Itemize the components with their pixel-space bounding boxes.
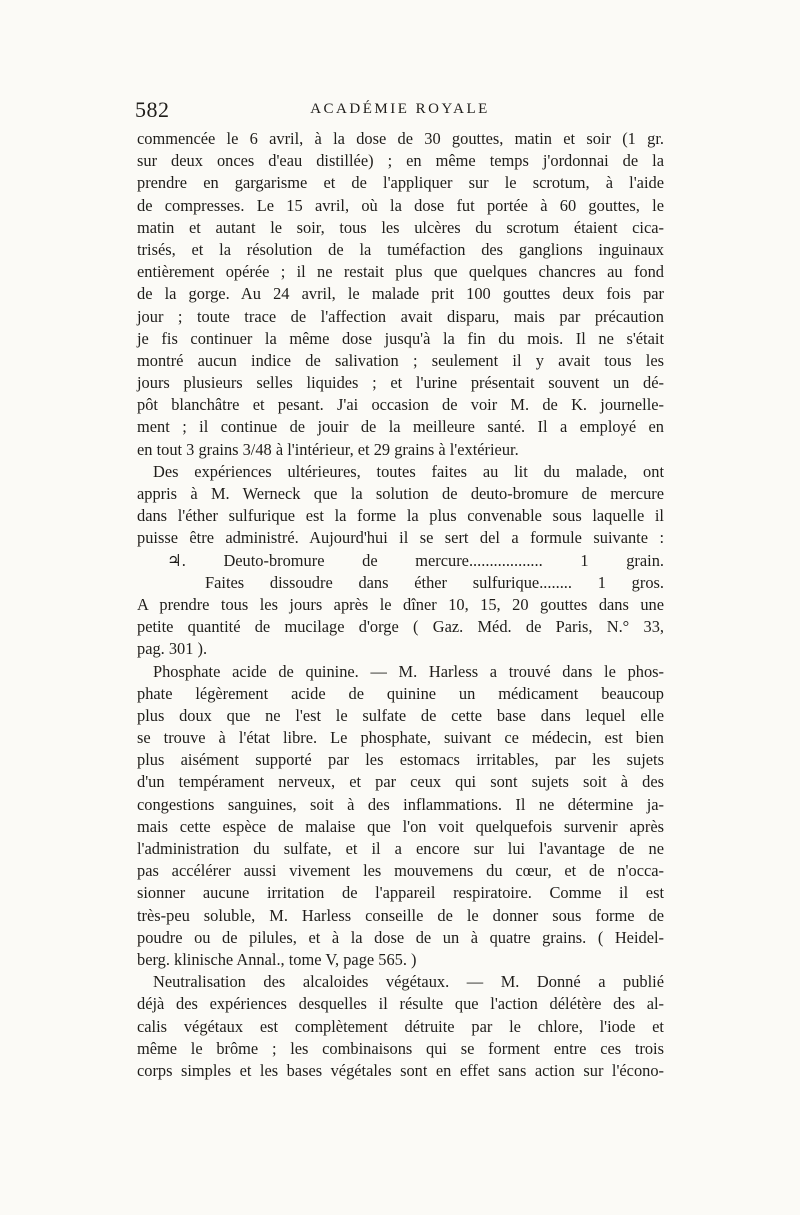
text-line: calis végétaux est complètement détruite par le chlore, l'iode et <box>137 1016 664 1036</box>
text-line: je fis continuer la même dose jusqu'à la fin du mois. Il ne s'était <box>137 328 664 348</box>
text-line: trisés, et la résolution de la tuméfaction des ganglions inguinaux <box>137 239 664 259</box>
text-line: pôt blanchâtre et pesant. J'ai occasion de voir M. de K. journelle- <box>137 395 664 415</box>
text-line: pag. 301 ). <box>137 639 208 659</box>
text-line: plus aisément supporté par les estomacs irritables, par les sujets <box>137 750 664 770</box>
text-line: déjà des expériences desquelles il résulte que l'action délétère des al- <box>137 994 664 1014</box>
text-line: ment ; il continue de jouir de la meilleure santé. Il a employé en <box>137 417 664 437</box>
text-line: poudre ou de pilules, et à la dose de un à quatre grains. ( Heidel- <box>137 927 664 947</box>
text-line: même le brôme ; les combinaisons qui se forment entre ces trois <box>137 1038 664 1058</box>
text-line: mais cette espèce de malaise que l'on voit quelquefois survenir après <box>137 816 664 836</box>
text-line: en tout 3 grains 3/48 à l'intérieur, et 29 grains à l'extérieur. <box>137 439 519 459</box>
text-line: matin et autant le soir, tous les ulcères du scrotum étaient cica- <box>137 217 664 237</box>
recipe-line: ♃. Deuto-bromure de mercure.................. 1 grain. <box>167 550 664 570</box>
text-line: l'administration du sulfate, et il a encore sur lui l'avantage de ne <box>137 839 664 858</box>
text-line: jours plusieurs selles liquides ; et l'urine présentait souvent un dé- <box>137 373 664 393</box>
text-line: de la gorge. Au 24 avril, le malade prit 100 gouttes deux fois par <box>137 284 664 304</box>
text-line: se trouve à l'état libre. Le phosphate, suivant ce médecin, est bien <box>137 728 664 748</box>
section-neutralisation-alcaloides: Neutralisation des alcaloides végétaux. — M. Donné a publié <box>153 972 664 992</box>
text-line: jour ; toute trace de l'affection avait disparu, mais par précaution <box>137 306 664 326</box>
running-head: ACADÉMIE ROYALE <box>310 101 490 117</box>
text-line: commencée le 6 avril, à la dose de 30 gouttes, matin et soir (1 gr. <box>137 129 664 148</box>
body-text <box>137 128 664 1082</box>
text-line: d'un tempérament nerveux, et par ceux qui sont sujets soit à des <box>137 772 664 792</box>
text-line: entièrement opérée ; il ne restait plus que quelques chancres au fond <box>137 262 664 282</box>
text-line: très-peu soluble, M. Harless conseille de le donner sous forme de <box>137 905 664 925</box>
text-line: de compresses. Le 15 avril, où la dose fut portée à 60 gouttes, le <box>137 195 664 215</box>
text-line: petite quantité de mucilage d'orge ( Gaz. Méd. de Paris, N.° 33, <box>137 617 664 637</box>
text-line: montré aucun indice de salivation ; seulement il y avait tous les <box>137 350 664 370</box>
text-line: sur deux onces d'eau distillée) ; en même temps j'ordonnai de la <box>137 151 664 171</box>
text-line: A prendre tous les jours après le dîner 10, 15, 20 gouttes dans une <box>137 594 664 614</box>
text-line: sionner aucune irritation de l'appareil respiratoire. Comme il est <box>137 883 664 903</box>
text-line: puisse être administré. Aujourd'hui il se sert del a formule suivante : <box>137 528 664 548</box>
text-line: congestions sanguines, soit à des inflammations. Il ne détermine ja- <box>137 794 664 814</box>
text-line: appris à M. Werneck que la solution de deuto-bromure de mercure <box>137 484 664 503</box>
text-line: prendre en gargarisme et de l'appliquer sur le scrotum, à l'aide <box>137 173 664 193</box>
text-line: phate légèrement acide de quinine un médicament beaucoup <box>137 683 664 703</box>
text-line: corps simples et les bases végétales sont en effet sans action sur l'écono- <box>137 1060 664 1080</box>
text-line: berg. klinische Annal., tome V, page 565. ) <box>137 949 417 969</box>
recipe-line: Faites dissoudre dans éther sulfurique........ 1 gros. <box>205 572 664 592</box>
text-line: plus doux que ne l'est le sulfate de cette base dans lequel elle <box>137 705 664 725</box>
page-number: 582 <box>135 97 170 122</box>
section-phosphate-quinine: Phosphate acide de quinine. — M. Harless a trouvé dans le phos- <box>153 661 664 681</box>
text-line: dans l'éther sulfurique est la forme la plus convenable sous laquelle il <box>137 506 664 526</box>
page-header <box>135 97 665 127</box>
text-line: pas accélérer aussi vivement les mouvemens du cœur, et de n'occa- <box>137 861 664 881</box>
paragraph-start: Des expériences ultérieures, toutes faites au lit du malade, ont <box>153 461 664 481</box>
